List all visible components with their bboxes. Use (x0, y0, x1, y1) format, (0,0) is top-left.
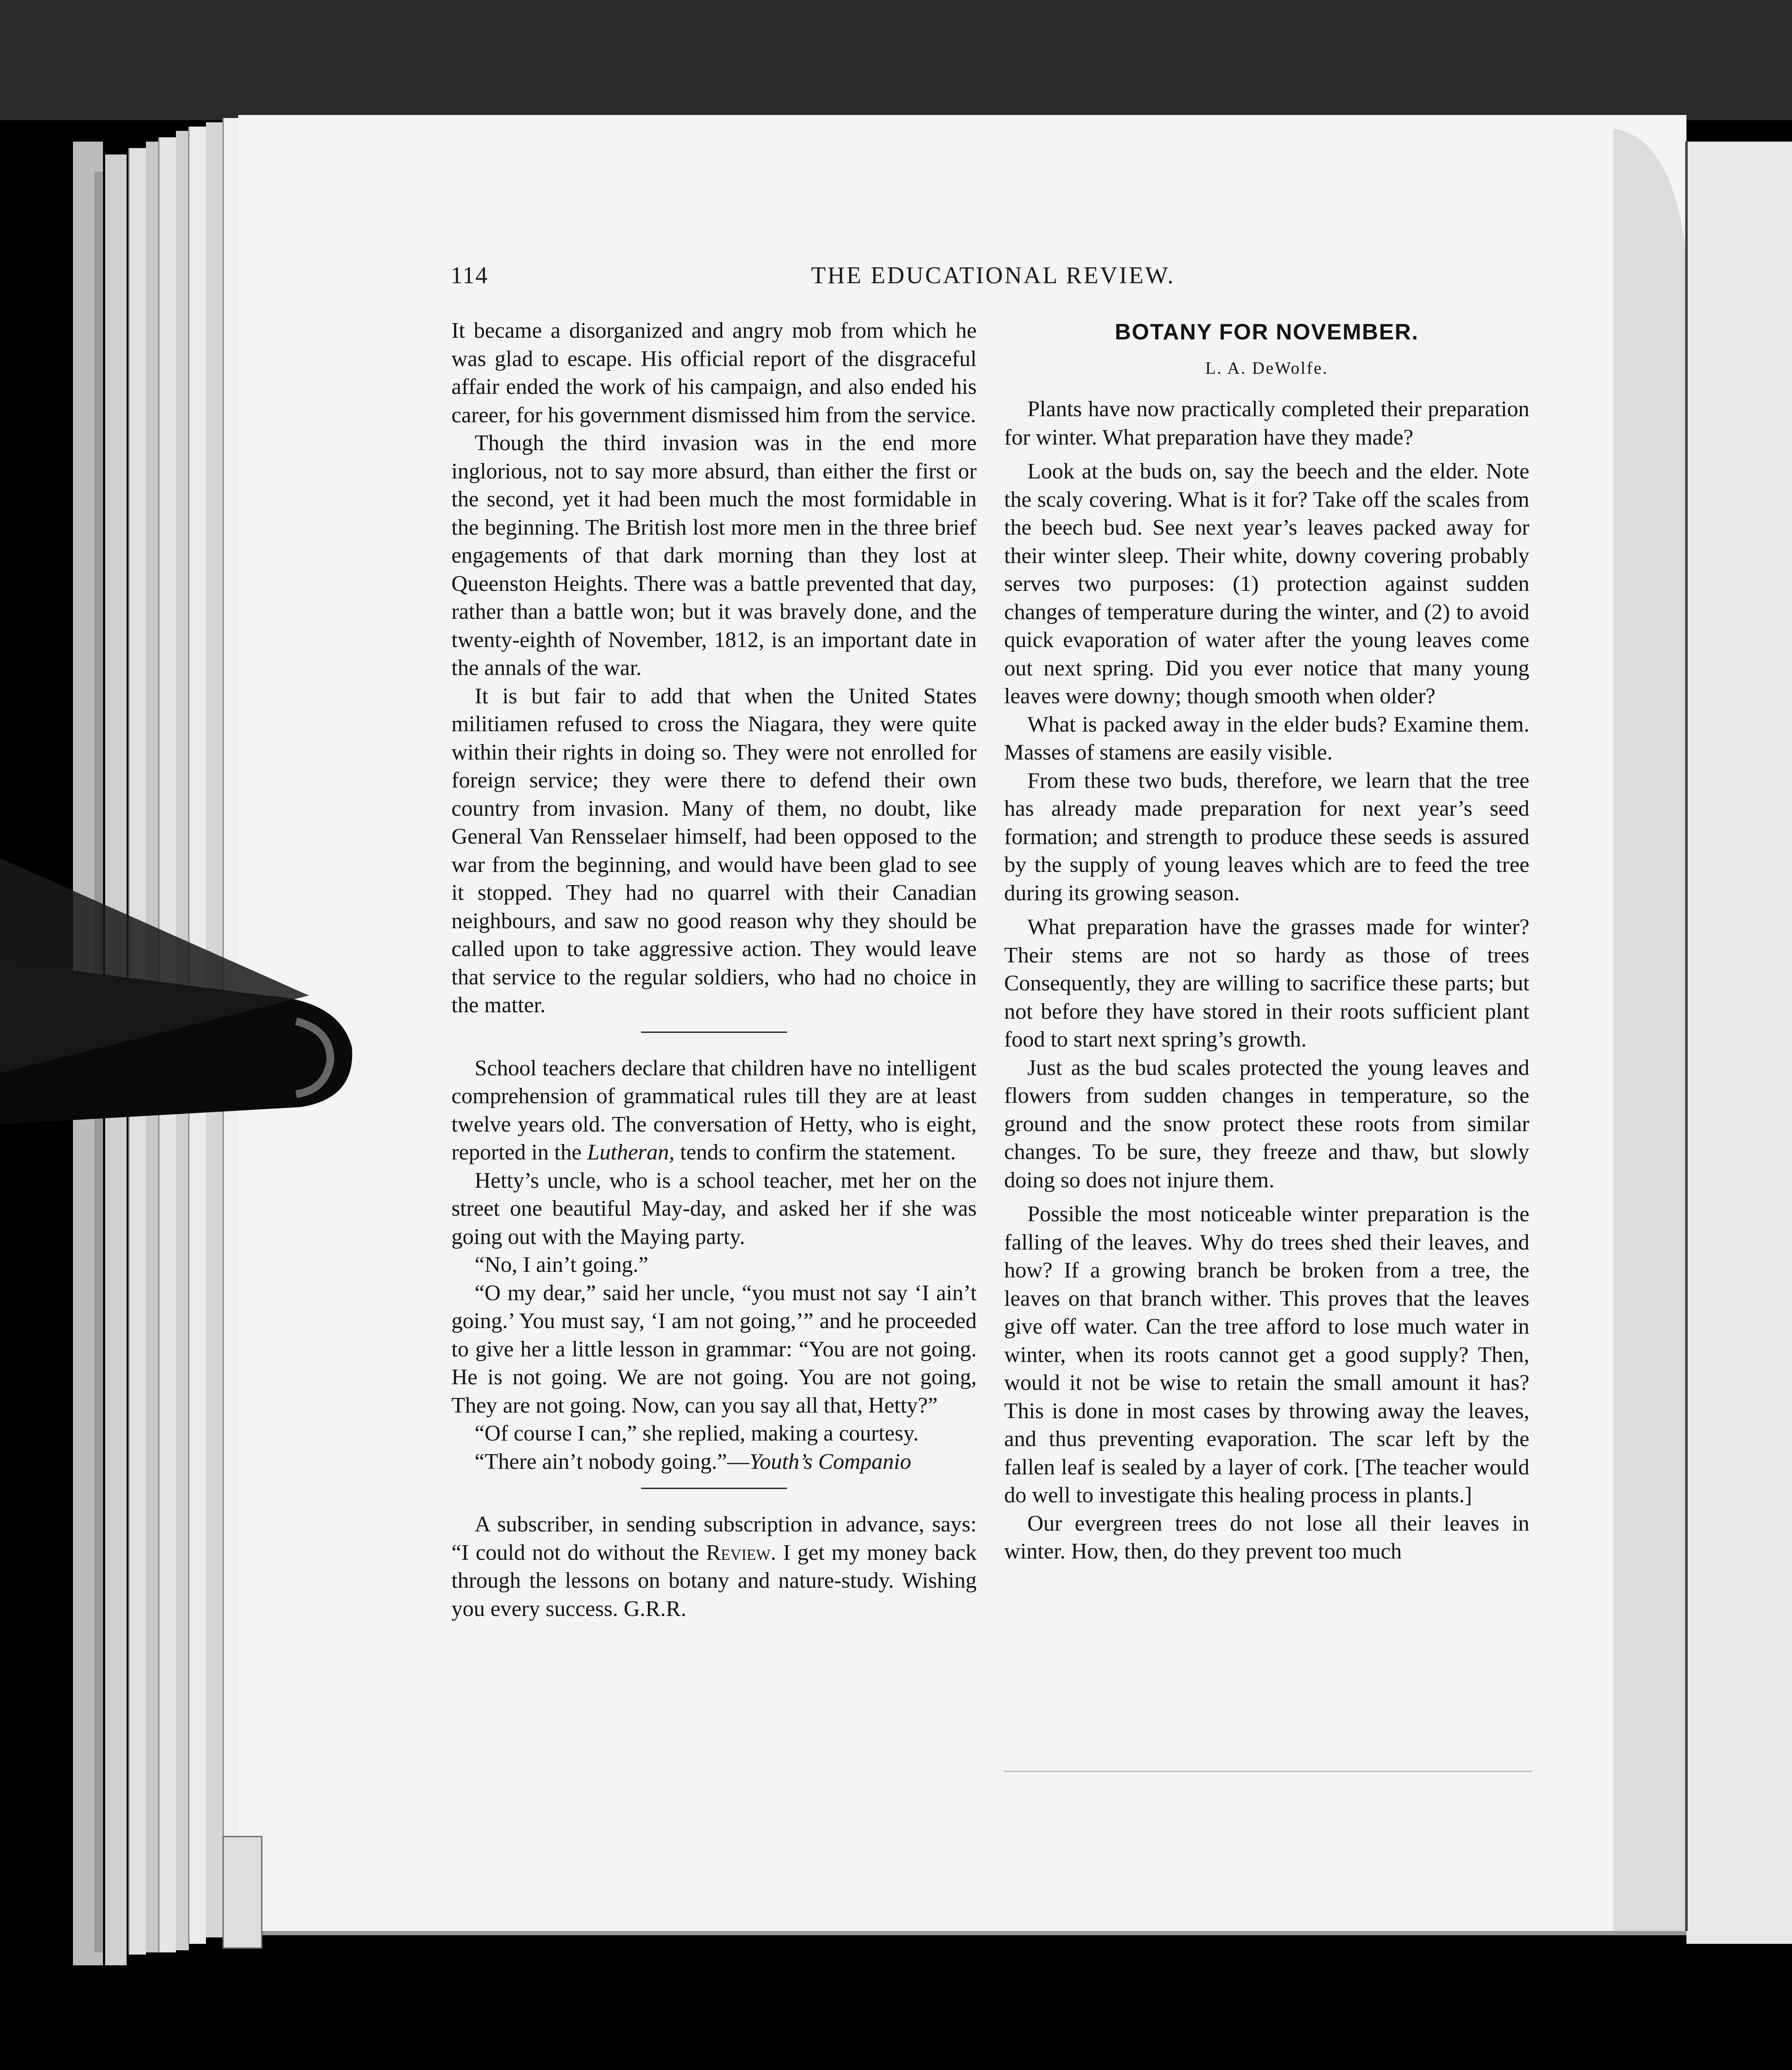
botany-paragraph: Our evergreen trees do not lose all their leaves in winter. How, then, do they prevent too much (1004, 1511, 1529, 1564)
anecdote-paragraph: “Of course I can,” she replied, making a courtesy. (475, 1421, 919, 1446)
source-credit: Youth’s Companio (749, 1449, 911, 1474)
signature: G.R.R. (624, 1596, 687, 1621)
botany-paragraph: Just as the bud scales protected the young leaves and flowers from sudden changes in temperature, so the ground and the snow protect these roots from similar changes. To be sure, they freeze and thaw, but slowly doing so does not injure them. (1004, 1055, 1529, 1192)
anecdote-paragraph: Hetty’s uncle, who is a school teacher, met her on the street one beautiful May-day, and asked her if she was going out with the Maying party. (451, 1168, 977, 1249)
review-name: Review (706, 1540, 771, 1565)
article-paragraph: It is but fair to add that when the United States militiamen refused to cross the Niagara, they were quite within their rights in doing so. They were not enrolled for foreign service; they were there to defend their own country from invasion. Many of them, no doubt, like General Van Rensselaer himself, had been opposed to the war from the beginning, and would have been glad to see it stopped. They had no quarrel with their Canadian neighbours, and saw no good reason why they should be called upon to take aggressive action. They would leave that service to the regular soldiers, who had no choice in the matter. (451, 684, 977, 1017)
article-title: BOTANY FOR NOVEMBER. (1114, 320, 1419, 345)
botany-paragraph: Plants have now practically completed their preparation for winter. What preparation have they made? (1004, 397, 1529, 450)
running-head: THE EDUCATIONAL REVIEW. (811, 262, 1175, 289)
section-divider (641, 1488, 787, 1489)
article-paragraph: It became a disorganized and angry mob from which he was glad to escape. His official report of the disgraceful affair ended the work of his campaign, and also ended his career, for his government dismissed him from the service. (451, 318, 977, 427)
section-divider (641, 1032, 787, 1033)
subscriber-note: A subscriber, in sending subscription in advance, says: “I could not do without the Review. I get my money back through the lessons on botany and nature-study. Wishing you every success. G.R.R. (451, 1512, 977, 1621)
botany-paragraph: Possible the most noticeable winter preparation is the falling of the leaves. Why do trees shed their leaves, and how? If a growing branch be broken from a tree, the leaves on that branch wither. This proves that the leaves give off water. Can the tree afford to lose much water in winter, when its roots cannot get a good supply? Then, would it not be wise to retain the small amount it has? This is done in most cases by throwing away the leaves, and thus preventing evaporation. The scar left by the fallen leaf is sealed by a layer of cork. [The teacher would do well to investigate this healing process in plants.] (1004, 1202, 1529, 1507)
anecdote-paragraph: “O my dear,” said her uncle, “you must not say ‘I ain’t going.’ You must say, ‘I am not going,’” and he proceeded to give her a little lesson in grammar: “You are not going. He is not going. We are not going. You are not going, They are not going. Now, can you say all that, Hetty?” (451, 1280, 977, 1418)
anecdote-paragraph: “No, I ain’t going.” (475, 1253, 648, 1277)
anecdote-paragraph: School teachers declare that children have no intelligent comprehension of grammatical rules till they are at least twelve years old. The conversation of Hetty, who is eight, reported in the Lutheran, tends to confirm the statement. (451, 1056, 977, 1165)
article-paragraph: Though the third invasion was in the end more inglorious, not to say more absurd, than either the first or the second, yet it had been much the most formidable in the beginning. The British lost more men in the three brief engagements of that dark morning than they lost at Queenston Heights. There was a battle prevented that day, rather than a battle won; but it was bravely done, and the twenty-eighth of November, 1812, is an important date in the annals of the war. (451, 431, 977, 680)
botany-paragraph: Look at the buds on, say the beech and the elder. Note the scaly covering. What is it for? Take off the scales from the beech bud. See next year’s leaves packed away for their winter sleep. Their white, downy covering probably serves two purposes: (1) protection against sudden changes of temperature during the winter, and (2) to avoid quick evaporation of water after the young leaves come out next spring. Did you ever notice that many young leaves were downy; though smooth when older? (1004, 459, 1529, 708)
publication-name: Lutheran, (587, 1140, 675, 1165)
botany-paragraph: From these two buds, therefore, we learn that the tree has already made preparation for next year’s seed formation; and strength to produce these seeds is assured by the supply of young leaves which are to feed the tree during its growing season. (1004, 768, 1529, 905)
left-column (451, 317, 977, 1623)
page-number: 114 (451, 262, 488, 289)
article-byline: L. A. DeWolfe. (1205, 358, 1329, 378)
botany-paragraph: What preparation have the grasses made for winter? Their stems are not so hardy as those of trees Consequently, they are willing to sacrifice these parts; but not before they have stored in their roots sufficient plant food to start next spring’s growth. (1004, 915, 1529, 1052)
anecdote-paragraph: “There ain’t nobody going.”—Youth’s Companio (475, 1449, 911, 1474)
botany-paragraph: What is packed away in the elder buds? Examine them. Masses of stamens are easily visible. (1004, 712, 1529, 765)
right-column (1004, 317, 1529, 1566)
